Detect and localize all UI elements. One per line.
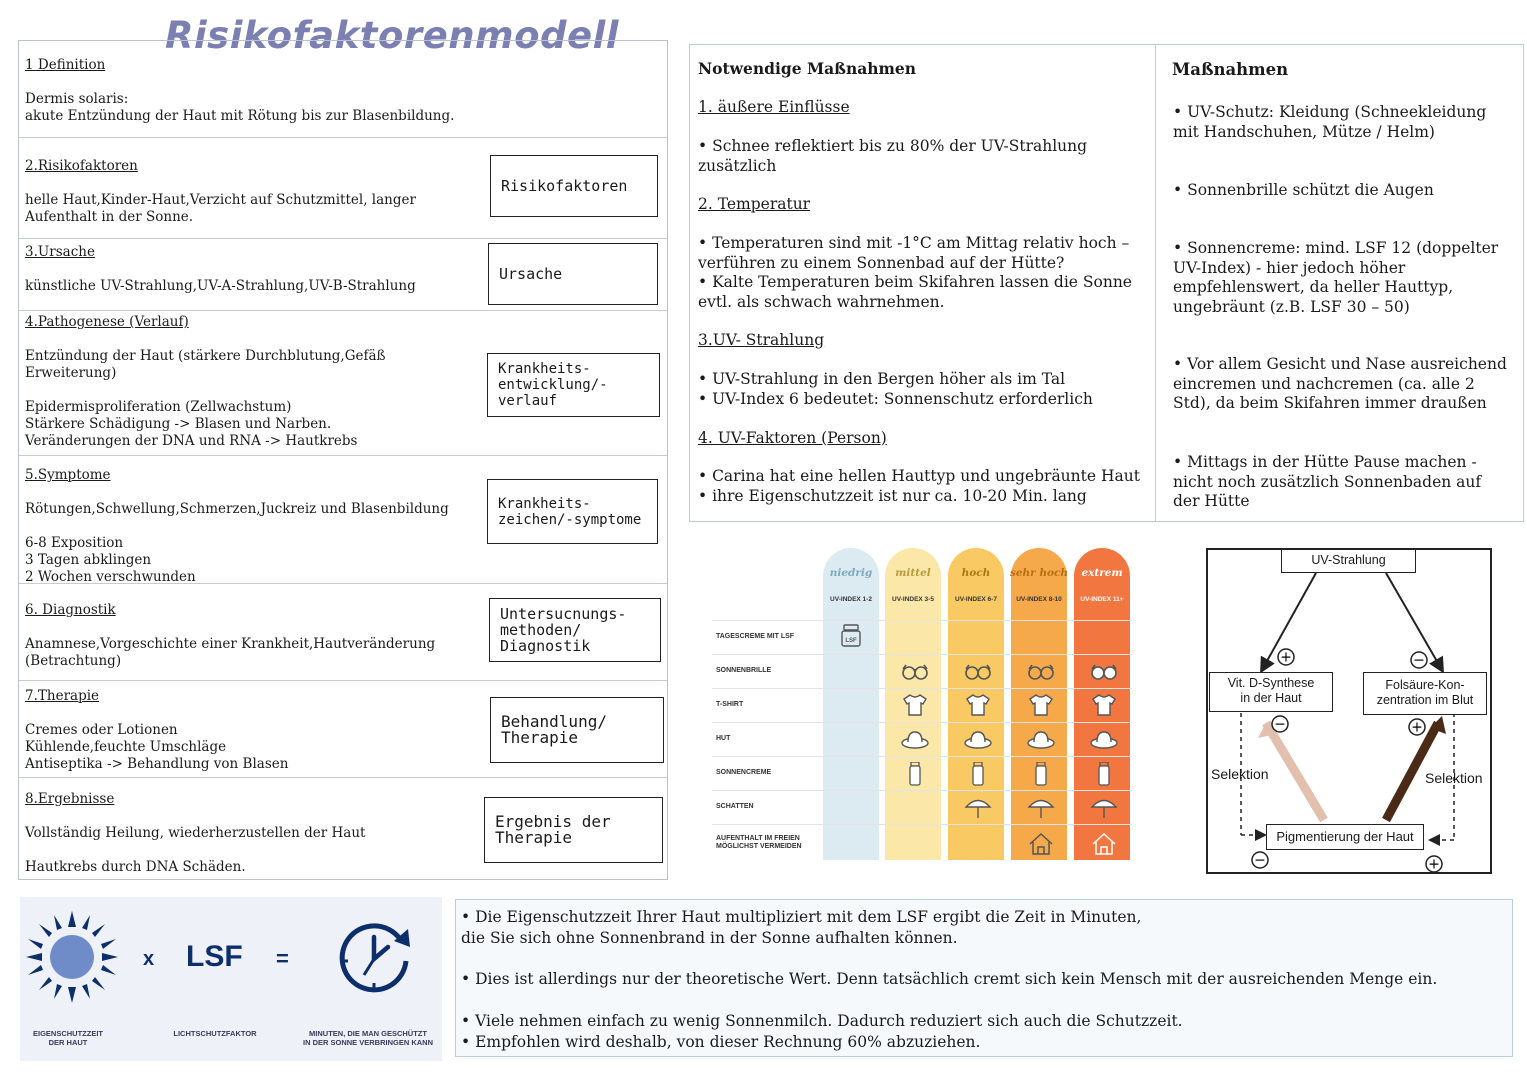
row-divider [712,756,1132,757]
section-heading: 7.Therapie [25,688,100,704]
diagram-node-uv: UV-Strahlung [1281,549,1416,573]
selection-label-left: Selektion [1211,766,1269,782]
section-body: Anamnese,Vorgeschichte einer Krankheit,Hautveränderung (Betrachtung) [25,636,436,669]
section-pathogenesis [19,311,667,456]
row-label: SCHATTEN [716,803,754,810]
uv-index-label: UV-INDEX 8-10 [1016,596,1062,603]
uv-column-niedrig [823,548,879,860]
uv-level-label: hoch [961,567,991,579]
middle-text: • Carina hat eine hellen Hauttyp und ungebräunte Haut • ihre Eigenschutzzeit ist nur ca. 10-20 Min. lang [698,467,1140,505]
svg-text:+: + [1428,856,1440,873]
hat-icon [1090,728,1118,752]
handwritten-box: Ergebnis der Therapie [484,797,663,863]
right-bullet: • UV-Schutz: Kleidung (Schneekleidung mit Handschuhen, Mütze / Helm) [1173,103,1487,141]
svg-text:−: − [1274,716,1286,733]
sunglasses-icon [964,659,992,683]
tshirt-icon [901,693,929,717]
section-heading: 3.Ursache [25,244,95,260]
uv-index-label: UV-INDEX 1-2 [830,596,872,603]
section-body: Cremes oder Lotionen Kühlende,feuchte Umschläge Antiseptika -> Behandlung von Blasen [25,722,289,772]
section-heading: 4.Pathogenese (Verlauf) [25,314,189,330]
day-cream-icon [837,624,865,648]
tshirt-icon [964,693,992,717]
hat-icon [901,728,929,752]
minus-sign-icon [1409,650,1429,670]
note-text: • Viele nehmen einfach zu wenig Sonnenmilch. Dadurch reduziert sich auch die Schutzzeit. • Empfohlen wird deshalb, von dieser Rechnung 60% abzuziehen. [461,1012,1183,1051]
section-diagnostics [19,584,667,681]
section-body: Rötungen,Schwellung,Schmerzen,Juckreiz und Blasenbildung 6-8 Exposition 3 Tagen abklingen 2 Wochen verschwunden [25,501,449,585]
middle-text: • Schnee reflektiert bis zu 80% der UV-Strahlung zusätzlich [698,137,1088,175]
section-heading: 8.Ergebnisse [25,791,115,807]
times-sign: x [143,948,155,970]
clock-icon [334,917,414,997]
uv-level-label: mittel [895,567,931,579]
plus-sign-icon [1424,854,1444,874]
handwritten-box: Behandlung/ Therapie [490,697,664,763]
row-label: SONNENBRILLE [716,667,772,674]
minus-sign-icon [1250,850,1270,870]
plus-sign-icon [1407,717,1427,737]
section-symptoms [19,456,667,584]
minus-sign-icon [1270,714,1290,734]
section-heading: 1 Definition [25,57,106,73]
uv-index-label: UV-INDEX 6-7 [955,596,997,603]
section-heading: 6. Diagnostik [25,602,116,618]
svg-text:LSF: LSF [845,638,857,644]
row-divider [712,654,1132,655]
section-body: Dermis solaris: akute Entzündung der Haut mit Rötung bis zur Blasenbildung. [25,91,455,124]
house-icon [1090,832,1118,856]
section-risk-factors [19,138,667,239]
note-text: • Die Eigenschutzzeit Ihrer Haut multipliziert mit dem LSF ergibt die Zeit in Minuten, die Sie sich ohne Sonnenbrand in der Sonne aufhalten können. [461,908,1142,947]
uv-index-label: UV-INDEX 3-5 [892,596,934,603]
row-label: HUT [716,735,731,742]
handwritten-box: Untersucnungs- methoden/ Diagnostik [489,598,661,662]
middle-subheading: 2. Temperatur [698,195,811,213]
handwritten-box: Krankheits- zeichen/-symptome [487,479,658,544]
middle-subheading: 1. äußere Einflüsse [698,98,850,116]
plus-sign-icon [1276,647,1296,667]
row-divider [712,620,1132,621]
sunglasses-icon [1090,659,1118,683]
section-heading: 2.Risikofaktoren [25,158,138,174]
sunscreen-icon [901,762,929,786]
section-heading: 5.Symptome [25,467,111,483]
page-title: Risikofaktorenmodell [165,14,619,57]
sunglasses-icon [901,659,929,683]
right-heading: Maßnahmen [1172,60,1289,79]
row-divider [712,722,1132,723]
sun-icon [24,911,120,1003]
svg-text:−: − [1254,852,1266,869]
right-bullet: • Sonnencreme: mind. LSF 12 (doppelter UV-Index) - hier jedoch höher empfehlenswert, da heller Hauttyp, ungebräunt (z.B. LSF 30 – 50) [1173,239,1499,316]
section-body: helle Haut,Kinder-Haut,Verzicht auf Schutzmittel, langer Aufenthalt in der Sonne. [25,192,416,225]
section-body: Entzündung der Haut (stärkere Durchblutung,Gefäß Erweiterung) Epidermisproliferation (Zellwachstum) Stärkere Schädigung -> Blasen und Narben. Veränderungen der DNA und RNA -> Hautkrebs [25,348,386,449]
hat-icon [1027,728,1055,752]
hat-icon [964,728,992,752]
sunscreen-icon [964,762,992,786]
middle-text: • UV-Strahlung in den Bergen höher als im Tal • UV-Index 6 bedeutet: Sonnenschutz erforderlich [698,370,1093,408]
row-label: T-SHIRT [716,701,744,708]
row-divider [712,824,1132,825]
handwritten-box: Krankheits- entwicklung/-verlauf [487,353,660,417]
uv-level-label: extrem [1081,567,1123,579]
svg-text:−: − [1413,652,1425,669]
uv-index-label: UV-INDEX 11+ [1080,596,1124,603]
selection-label-right: Selektion [1425,770,1483,786]
section-definition [19,41,667,138]
risk-model-panel [18,40,668,880]
tshirt-icon [1027,693,1055,717]
sunscreen-icon [1027,762,1055,786]
diagram-node-folic-acid: Folsäure-Kon- zentration im Blut [1363,672,1487,715]
umbrella-icon [1027,796,1055,820]
row-divider [712,688,1132,689]
section-body: künstliche UV-Strahlung,UV-A-Strahlung,UV-B-Strahlung [25,278,416,294]
equals-sign: = [276,946,289,971]
caption-spf: LICHTSCHUTZFAKTOR [173,1029,257,1038]
sunscreen-icon [1090,762,1118,786]
right-bullet: • Vor allem Gesicht und Nase ausreichend eincremen und nachcremen (ca. alle 2 Std), da beim Skifahren immer draußen [1173,355,1507,412]
umbrella-icon [1090,796,1118,820]
row-label: AUFENTHALT IM FREIEN MÖGLICHST VERMEIDEN [716,835,802,850]
handwritten-box: Ursache [488,243,658,305]
right-bullet: • Sonnenbrille schützt die Augen [1173,181,1434,199]
spf-formula-panel [20,897,442,1061]
section-cause [19,239,667,311]
middle-subheading: 3.UV- Strahlung [698,331,825,349]
sunglasses-icon [1027,659,1055,683]
note-text: • Dies ist allerdings nur der theoretische Wert. Denn tatsächlich cremt sich kein Mensch mit der ausreichenden Menge ein. [461,970,1438,988]
caption-own-protection: EIGENSCHUTZZEIT DER HAUT [32,1029,103,1047]
spf-notes-panel [455,899,1513,1057]
column-divider [1155,44,1156,522]
middle-text: • Temperaturen sind mit -1°C am Mittag relativ hoch – verführen zu einem Sonnenbad auf der Hütte? • Kalte Temperaturen beim Skifahren lassen die Sonne evtl. als schwach wahrnehmen. [698,234,1132,311]
section-body: Vollständig Heilung, wiederherzustellen der Haut Hautkrebs durch DNA Schäden. [25,825,366,875]
middle-heading: Notwendige Maßnahmen [698,59,917,78]
row-label: TAGESCREME MIT LSF [716,633,795,640]
diagram-node-pigmentation: Pigmentierung der Haut [1266,824,1424,850]
middle-subheading: 4. UV-Faktoren (Person) [698,429,887,447]
section-therapy [19,681,667,778]
row-label: SONNENCREME [716,769,772,776]
tshirt-icon [1090,693,1118,717]
caption-minutes: MINUTEN, DIE MAN GESCHÜTZT IN DER SONNE VERBRINGEN KANN [302,1029,433,1047]
handwritten-box: Risikofaktoren [490,155,658,217]
lsf-label: LSF [186,940,243,973]
svg-text:+: + [1280,649,1292,666]
uv-level-label: niedrig [829,567,873,579]
umbrella-icon [964,796,992,820]
svg-text:+: + [1411,719,1423,736]
section-results [19,778,667,879]
diagram-node-vit-d: Vit. D-Synthese in der Haut [1209,672,1333,712]
uv-level-label: sehr hoch [1009,567,1069,579]
right-bullet: • Mittags in der Hütte Pause machen - nicht noch zusätzlich Sonnenbaden auf der Hütte [1173,453,1482,510]
house-icon [1027,832,1055,856]
row-divider [712,790,1132,791]
